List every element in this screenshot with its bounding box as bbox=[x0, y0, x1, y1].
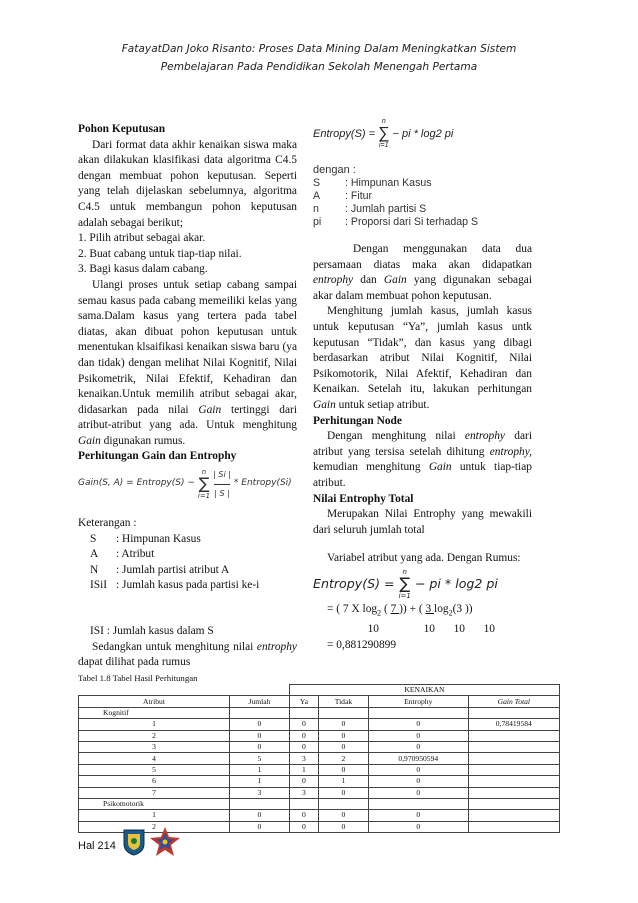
table-cell: 0 bbox=[318, 730, 368, 741]
column-header: Atribut bbox=[79, 696, 230, 707]
table-cell: 3 bbox=[289, 753, 318, 764]
column-header: Gain Total bbox=[468, 696, 559, 707]
heading-nilai-entrophy-total: Nilai Entrophy Total bbox=[313, 492, 414, 505]
table-cell: 1 bbox=[79, 719, 230, 730]
right-column bbox=[313, 242, 532, 653]
heading-gain-entrophy: Perhitungan Gain dan Entrophy bbox=[78, 450, 237, 463]
gain-cell bbox=[468, 730, 559, 741]
table-cell: 7 bbox=[79, 787, 230, 798]
column-header: Ya bbox=[289, 696, 318, 707]
paragraph: Sedangkan untuk menghitung nilai entrophy dapat dilihat pada rumus bbox=[78, 640, 297, 669]
heading-perhitungan-node: Perhitungan Node bbox=[313, 414, 402, 427]
header-line-2: Pembelajaran Pada Pendidikan Sekolah Menengah Pertama bbox=[160, 61, 478, 73]
table-cell: 0 bbox=[230, 730, 290, 741]
column-header: Entrophy bbox=[368, 696, 468, 707]
entropy-formula: Entropy(S) = n ∑ i=1 − pi * log2 pi bbox=[313, 118, 454, 149]
table-cell: 0 bbox=[230, 719, 290, 730]
page-number: Hal 214 bbox=[78, 840, 116, 852]
table-row bbox=[79, 776, 560, 787]
gain-cell bbox=[468, 821, 559, 832]
table-section-row bbox=[79, 707, 560, 718]
table-cell: 0 bbox=[368, 821, 468, 832]
entropy-legend: dengan : S : Himpunan Kasus A : Fitur n : Jumlah partisi S pi : Proporsi dari Si terhadap S bbox=[313, 164, 493, 229]
column-header: Tidak bbox=[318, 696, 368, 707]
table-cell: 0 bbox=[318, 787, 368, 798]
table-cell: 4 bbox=[79, 753, 230, 764]
table-cell: 0 bbox=[318, 741, 368, 752]
sigma-symbol: ∑ bbox=[198, 474, 210, 494]
table-cell: 0 bbox=[368, 741, 468, 752]
table-cell: 0 bbox=[230, 821, 290, 832]
table-row bbox=[79, 753, 560, 764]
term-row: N : Jumlah partisi atribut A bbox=[90, 563, 230, 576]
table-cell: 0 bbox=[230, 810, 290, 821]
table-cell: 0 bbox=[289, 730, 318, 741]
keterangan-label: Keterangan : bbox=[78, 517, 137, 530]
table-cell: 1 bbox=[318, 776, 368, 787]
university-crest-logo bbox=[122, 828, 146, 856]
gain-cell bbox=[468, 810, 559, 821]
gain-cell bbox=[468, 764, 559, 775]
paragraph: Ulangi proses untuk setiap cabang sampai semau kasus pada cabang memeiliki kelas yang sama.Dalam kasus yang tertera pada tabel diatas, akan dibuat pohon keputusan untuk menentukan klsaifikasi kenaikan siswa baru (ya dan tidak) dengan melihat Nilai Kognitif, Nilai Psikometrik, Nilai Efektif, Kehadiran dan kenaikan.Untuk memilih atribut sebagai akar, didasarkan pada nilai Gain tertinggi dari atribut-atribut yang ada. Untuk menghitung Gain digunakan rumus. bbox=[78, 278, 297, 447]
group-header: KENAIKAN bbox=[289, 685, 559, 696]
gain-cell bbox=[468, 787, 559, 798]
table-cell: 0 bbox=[318, 810, 368, 821]
paragraph: Dengan menggunakan data dua persamaan diatas maka akan didapatkan entrophy dan Gain yang digunakan sebagai akar dalam membuat pohon keputusan. bbox=[313, 243, 532, 302]
calc-line-3: = 0,881290899 bbox=[327, 639, 397, 652]
paragraph: Dari format data akhir kenaikan siswa maka akan dilakukan klasifikasi data algoritma C4.5 dengan membuat pohon keputusan. Seperti yang telah dijelaskan sebelumnya, algoritma C4.5 untuk membangun pohon keputusan adalah sebagai berikut; bbox=[78, 138, 297, 229]
calculation bbox=[313, 601, 532, 653]
term-row: S : Himpunan Kasus bbox=[90, 532, 201, 545]
is-definition: ISI : Jumlah kasus dalam S bbox=[90, 625, 214, 638]
table-cell: 0 bbox=[368, 776, 468, 787]
table-cell: 0 bbox=[368, 730, 468, 741]
table-cell: 5 bbox=[79, 764, 230, 775]
table-caption: Tabel 1.8 Tabel Hasil Perhitungan bbox=[78, 673, 198, 683]
table-cell: 0 bbox=[230, 741, 290, 752]
table-header-row bbox=[79, 696, 560, 707]
legend-row: pi : Proporsi dari Si terhadap S bbox=[313, 216, 479, 228]
sigma-symbol: ∑ bbox=[378, 125, 390, 142]
heading-pohon-keputusan: Pohon Keputusan bbox=[78, 123, 166, 135]
table-section-row bbox=[79, 798, 560, 809]
table-cell: 0 bbox=[318, 821, 368, 832]
institution-star-logo bbox=[148, 826, 182, 858]
entropy-formula-figure bbox=[313, 118, 493, 229]
legend-row: n : Jumlah partisi S bbox=[313, 203, 427, 215]
table-row bbox=[79, 719, 560, 730]
step-item: 3. Bagi kasus dalam cabang. bbox=[78, 263, 208, 276]
table-cell: 0 bbox=[368, 810, 468, 821]
gain-formula: Gain(S, A) = Entropy(S) − n ∑ i=1 $\frac{| Si |}{| S |}$ * Entropy(Si) bbox=[78, 468, 292, 501]
table-row bbox=[79, 730, 560, 741]
header-line-1: FatayatDan Joko Risanto: Proses Data Mining Dalam Meningkatkan Sistem bbox=[121, 43, 517, 55]
term-row: ISiI : Jumlah kasus pada partisi ke-i bbox=[90, 579, 260, 592]
paragraph: Menghitung jumlah kasus, jumlah kasus untuk keputusan “Ya”, jumlah kasus untk keputusan “Tidak”, dan kasus yang dibagi berdasarkan atribut Nilai Kognitif, Nilai Psikomotorik, Nilai Afektif, Kehadiran dan Kenaikan. Setelah itu, lakukan perhitungan Gain untuk setiap atribut. bbox=[313, 305, 532, 411]
table-cell: 0 bbox=[318, 719, 368, 730]
table-cell: 2 bbox=[79, 730, 230, 741]
table-cell: 0 bbox=[289, 821, 318, 832]
table-cell: 3 bbox=[230, 787, 290, 798]
results-table bbox=[78, 684, 560, 833]
table-cell: 0 bbox=[368, 787, 468, 798]
table-cell: 0 bbox=[289, 719, 318, 730]
table-cell: 2 bbox=[79, 821, 230, 832]
calc-line-1: = ( 7 X $\log_2$ ( 7 )) + ( 3 $\log_2(3$ )) bbox=[327, 602, 473, 618]
table-cell: 0 bbox=[368, 719, 468, 730]
table-cell: 0 bbox=[289, 776, 318, 787]
table-cell: 6 bbox=[79, 776, 230, 787]
running-header bbox=[0, 40, 638, 76]
table-cell: 0 bbox=[289, 741, 318, 752]
gain-cell bbox=[468, 753, 559, 764]
table-cell: 0 bbox=[289, 810, 318, 821]
gain-cell bbox=[468, 776, 559, 787]
table-cell: 2 bbox=[318, 753, 368, 764]
left-column bbox=[78, 122, 297, 671]
table-row bbox=[79, 741, 560, 752]
table-cell: 1 bbox=[230, 764, 290, 775]
table-cell: 5 bbox=[230, 753, 290, 764]
calc-line-2: 10 10 10 10 bbox=[367, 623, 495, 636]
legend-row: A : Fitur bbox=[313, 190, 373, 202]
gain-cell bbox=[468, 741, 559, 752]
table-cell: 3 bbox=[289, 787, 318, 798]
paragraph: Dengan menghitung nilai entrophy dari atribut yang tersisa setelah dihitung entrophy, kemudian menghitung Gain untuk tiap-tiap atribut. bbox=[313, 430, 532, 489]
table-cell: 1 bbox=[230, 776, 290, 787]
section-label: Kognitif bbox=[79, 707, 230, 718]
step-item: 1. Pilih atribut sebagai akar. bbox=[78, 232, 206, 245]
sigma-symbol: ∑ bbox=[399, 573, 411, 593]
table-row bbox=[79, 787, 560, 798]
gain-cell: 0,78419584 bbox=[468, 719, 559, 730]
table-cell: 0 bbox=[368, 764, 468, 775]
table-cell: 3 bbox=[79, 741, 230, 752]
table-cell: 1 bbox=[79, 810, 230, 821]
table-cell: 0 bbox=[318, 764, 368, 775]
term-row: A : Atribut bbox=[90, 548, 155, 561]
legend-row: S : Himpunan Kasus bbox=[313, 177, 432, 189]
table-cell: 1 bbox=[289, 764, 318, 775]
section-label: Psikomotorik bbox=[79, 798, 230, 809]
table-group-header-row bbox=[79, 685, 560, 696]
paragraph: Merupakan Nilai Entrophy yang mewakili dari seluruh jumlah total bbox=[313, 508, 532, 536]
table-row bbox=[79, 810, 560, 821]
table-cell: 0,970950594 bbox=[368, 753, 468, 764]
column-header: Jumlah bbox=[230, 696, 290, 707]
step-item: 2. Buat cabang untuk tiap-tiap nilai. bbox=[78, 247, 242, 260]
table-row bbox=[79, 764, 560, 775]
paragraph: Variabel atribut yang ada. Dengan Rumus: bbox=[327, 552, 521, 565]
entropy-formula-2: Entropy(S) = n ∑ i=1 − pi * log2 pi bbox=[313, 567, 498, 600]
